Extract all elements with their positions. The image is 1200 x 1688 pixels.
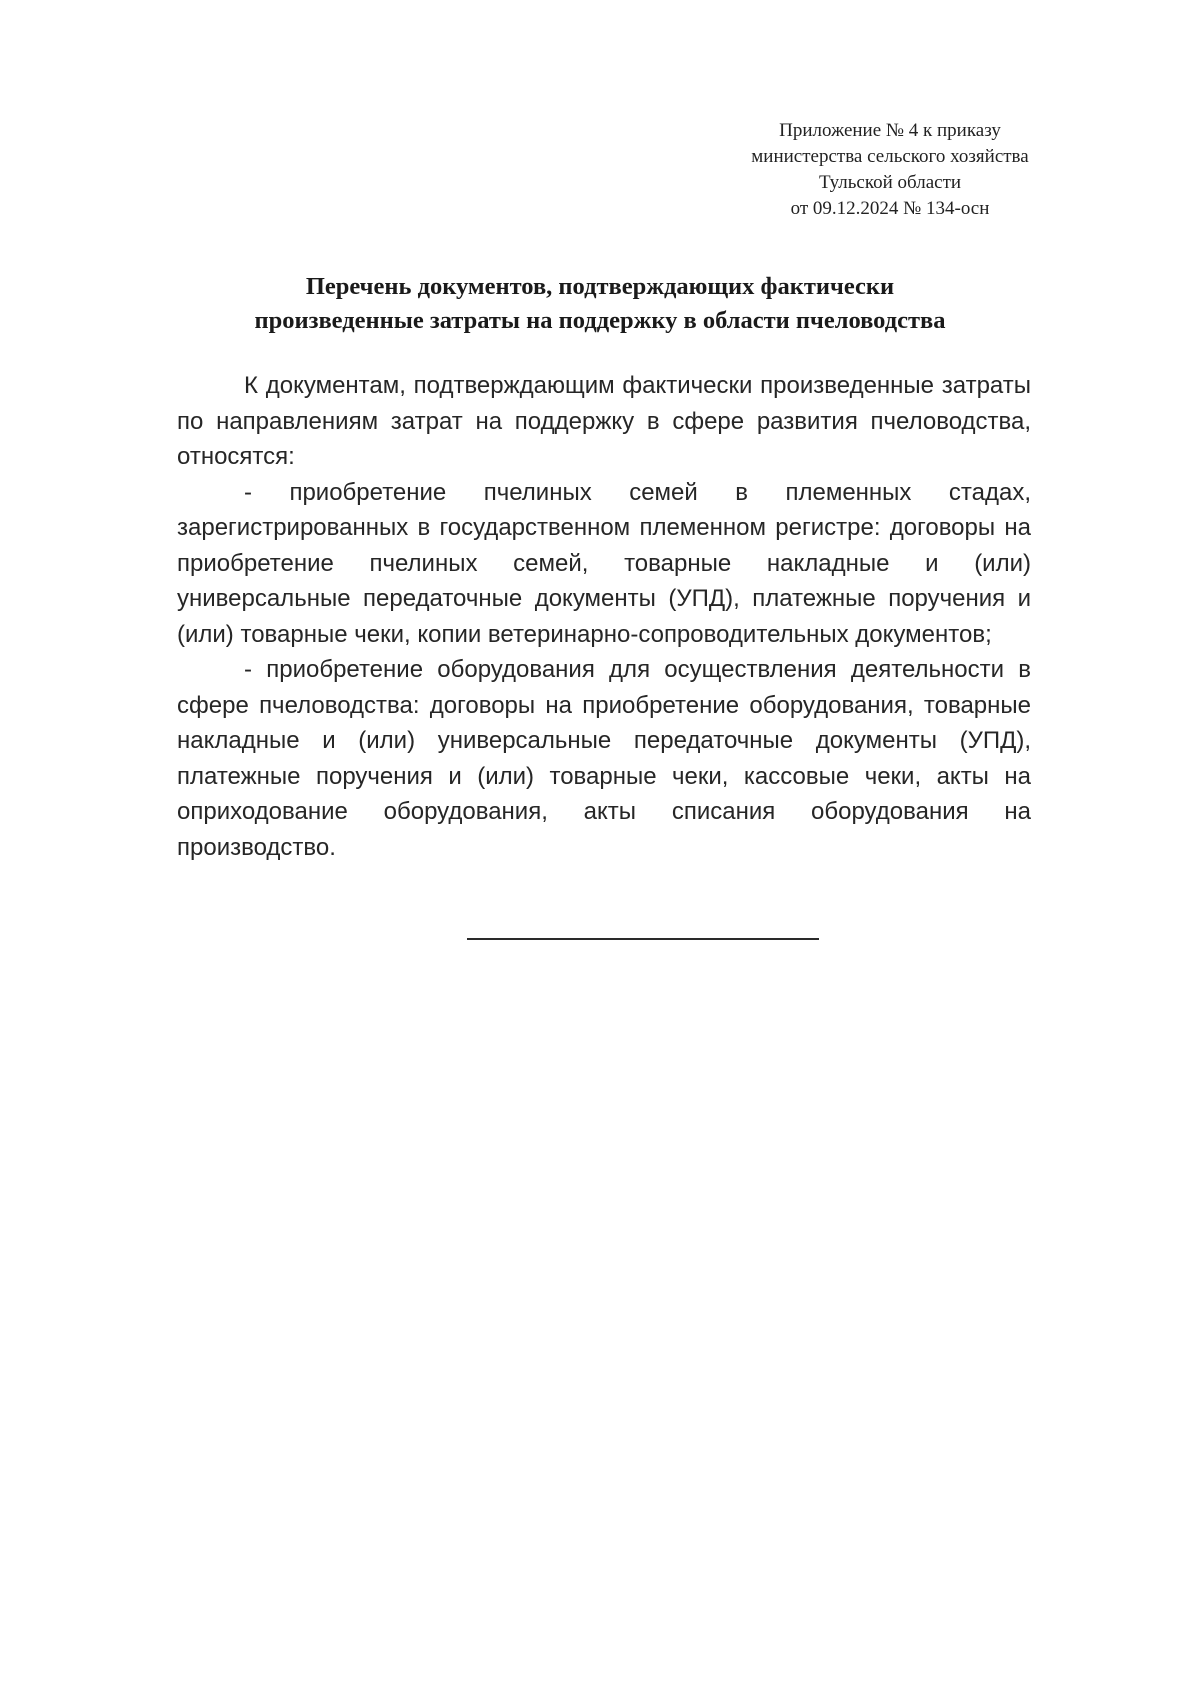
appendix-line-2: министерства сельского хозяйства (751, 146, 1029, 167)
title-line-2: произведенные затраты на поддержку в области пчеловодства (254, 307, 946, 334)
intro-paragraph: К документам, подтверждающим фактически произведенные затраты по направлениям затрат на поддержку в сфере развития пчеловодства, относятся: (177, 372, 1031, 470)
appendix-line-4: от 09.12.2024 № 134-осн (790, 198, 990, 219)
appendix-line-1: Приложение № 4 к приказу (779, 120, 1001, 141)
title-line-1: Перечень документов, подтверждающих фактически (305, 273, 895, 300)
document-title (150, 270, 1050, 338)
appendix-line-3: Тульской области (818, 172, 962, 193)
closing-divider (467, 938, 819, 940)
appendix-header (720, 118, 1060, 222)
bee-colonies-paragraph: - приобретение пчелиных семей в племенных стадах, зарегистрированных в государственном племенном регистре: договоры на приобретение пчелиных семей, товарные накладные и (или) универсальные передаточные документы (УПД), платежные поручения и (или) товарные чеки, копии ветеринарно-сопроводительных документов; (177, 478, 1031, 648)
equipment-paragraph: - приобретение оборудования для осуществления деятельности в сфере пчеловодства: договоры на приобретение оборудования, товарные накладные и (или) универсальные передаточные документы (УПД), платежные поручения и (или) товарные чеки, кассовые чеки, акты на оприходование оборудования, акты списания оборудования на производство. (177, 656, 1031, 861)
document-body (177, 368, 1031, 865)
